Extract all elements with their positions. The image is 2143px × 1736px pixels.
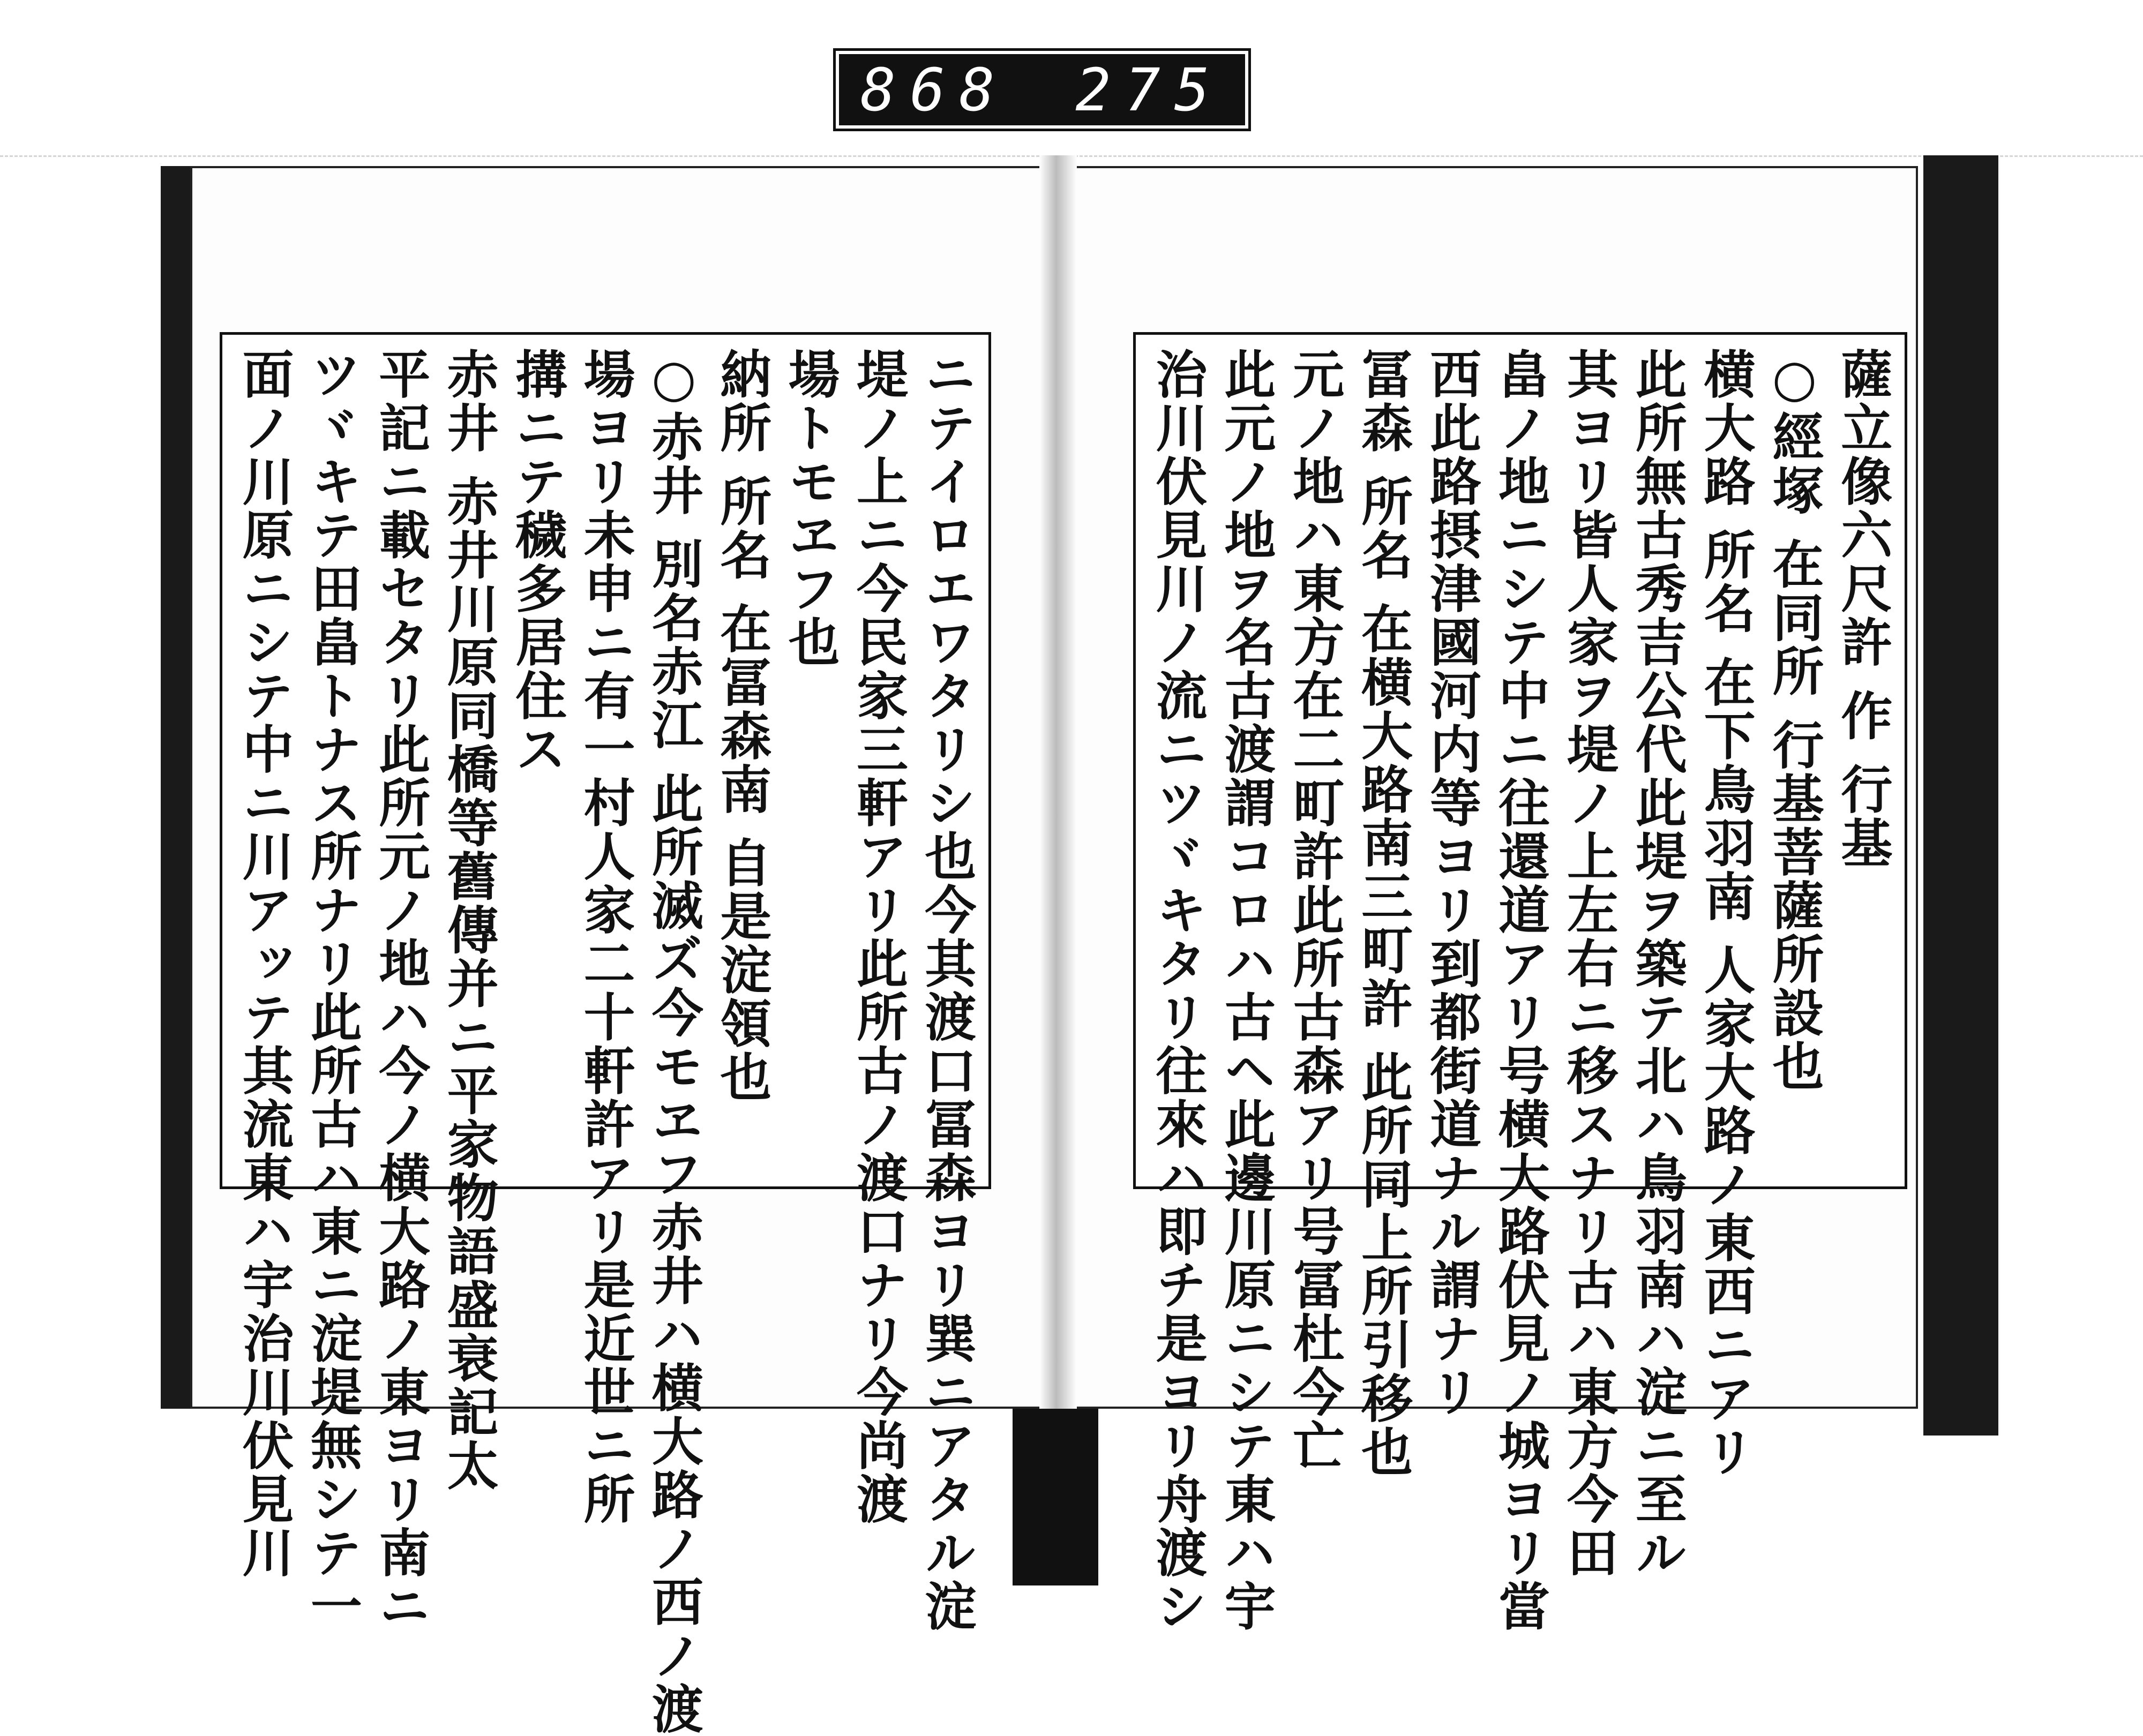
text-column: 搆ニテ穢多居住ス (507, 348, 568, 776)
text-column: 畠ノ地ニシテ中ニ往還道アリ号横大路伏見ノ城ヨリ當 (1490, 348, 1551, 1633)
text-column: ツヾキテ田畠トナス所ナリ此所古ハ東ニ淀堤無シテ一 (302, 348, 363, 1633)
text-column: 横大路 所名 在下鳥羽南 人家大路ノ東西ニアリ (1696, 348, 1757, 1479)
right-text-columns (1148, 348, 1893, 1633)
right-text-frame (1133, 332, 1907, 1633)
left-text-columns (234, 348, 977, 1736)
text-column: 此所無古秀吉公代此堤ヲ築テ北ハ鳥羽南ハ淀ニ至ル (1627, 348, 1688, 1580)
text-column: ニテイロエワタリシ也今其渡口冨森ヨリ巽ニアタル淀 (916, 348, 977, 1633)
text-column: 場トモヱフ也 (780, 348, 841, 669)
open-book (161, 155, 1998, 1736)
book-edge-right (1923, 155, 1998, 1436)
catalog-number-left: 868 (860, 55, 1009, 124)
text-column: 元ノ地ハ東方在二町許此所古森アリ号冨杜今亡 (1284, 348, 1345, 1472)
text-column: 赤井 赤井川原同橋等舊傳并ニ平家物語盛衰記太 (439, 348, 500, 1493)
text-column: 治川伏見川ノ流ニツヾキタリ往來ハ即チ是ヨリ舟渡シ (1148, 348, 1208, 1633)
left-text-frame (220, 332, 991, 1736)
text-column: 其ヨリ皆人家ヲ堤ノ上左右ニ移スナリ古ハ東方今田 (1558, 348, 1620, 1580)
book-gutter (1039, 155, 1077, 1430)
text-column: 此元ノ地ヲ名古渡謂コロハ古ヘ此邊川原ニシテ東ハ宇 (1216, 348, 1277, 1633)
text-column: ○赤井 別名赤江 此所滅ズ今モヱフ赤井ハ横大路ノ西ノ渡 (643, 348, 705, 1736)
catalog-number-right: 275 (1075, 55, 1224, 124)
binding-shadow (1013, 1409, 1098, 1585)
text-column: 平記ニ載セタリ此所元ノ地ハ今ノ横大路ノ東ヨリ南ニ (370, 348, 431, 1633)
text-column: 薩立像六尺許 作 行基 (1832, 348, 1893, 870)
text-column: ○經塚 在同所 行基菩薩所設也 (1764, 348, 1825, 1093)
text-column: 西此路摂津國河内等ヨリ到都街道ナル謂ナリ (1421, 348, 1482, 1419)
catalog-label (836, 51, 1248, 129)
text-column: 冨森 所名 在横大路南三町許 此所同上所引移也 (1353, 348, 1414, 1479)
text-column: 納所 所名 在冨森南 自是淀領也 (711, 348, 773, 1104)
text-column: 場ヨリ未申ニ有一村人家二十軒許アリ是近世ニ所 (575, 348, 636, 1526)
text-column: 堤ノ上ニ今民家三軒アリ此所古ノ渡口ナリ今尚渡 (848, 348, 909, 1526)
text-column: 面ノ川原ニシテ中ニ川アッテ其流東ハ宇治川伏見川 (234, 348, 295, 1580)
